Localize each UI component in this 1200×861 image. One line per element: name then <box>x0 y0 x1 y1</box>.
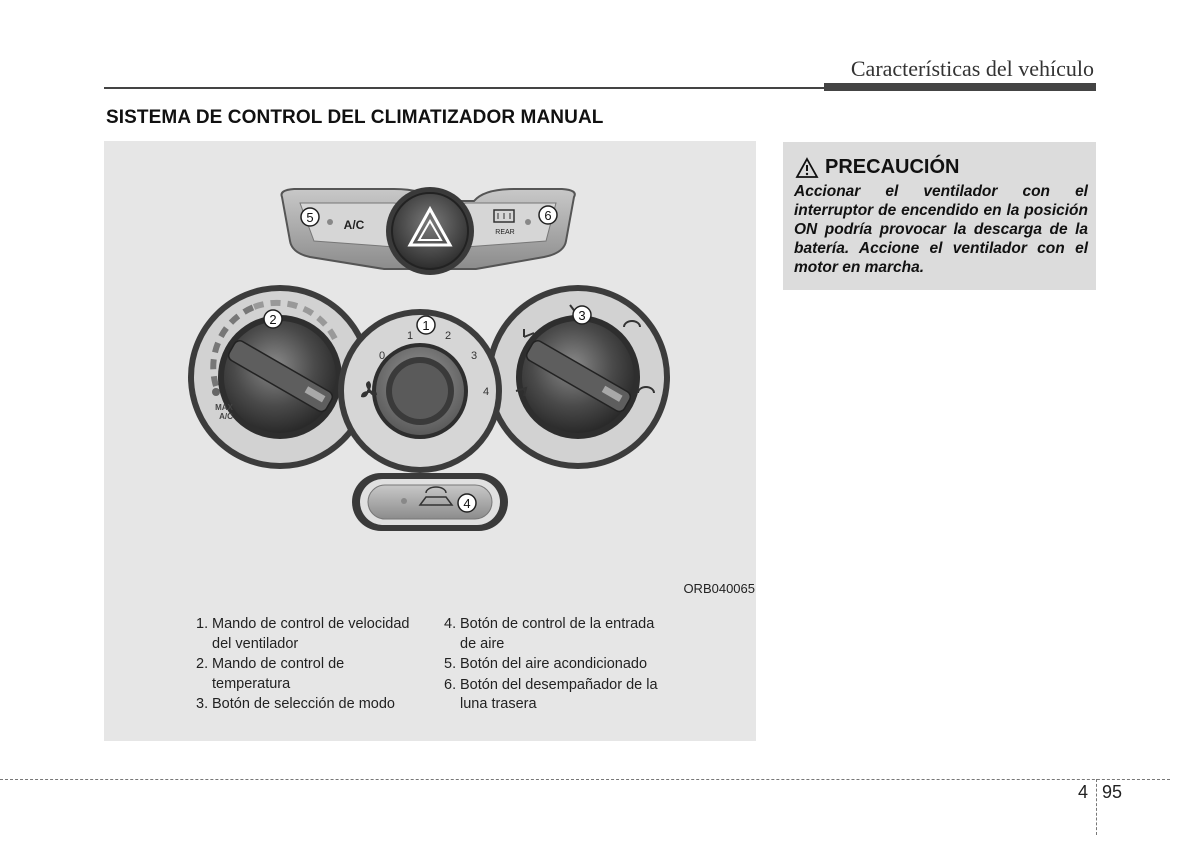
callout-1: 1 <box>422 318 430 333</box>
legend-text: Botón del desempañador de la luna trasera <box>460 676 658 712</box>
header-rule <box>104 87 824 89</box>
callout-4: 4 <box>463 496 471 511</box>
section-title: SISTEMA DE CONTROL DEL CLIMATIZADOR MANUAL <box>106 107 604 128</box>
page-number: 95 <box>1102 782 1123 802</box>
callout-5: 5 <box>306 210 314 225</box>
header-rule-accent <box>824 83 1096 91</box>
legend-number: 1. <box>196 616 209 632</box>
max-ac-label-bottom: A/C <box>219 412 233 421</box>
footer-rule <box>0 779 1170 780</box>
caution-body: Accionar el ventilador con el interruptor de encendido en la posición ON podría provocar la descarga de la batería. Accione el ventilador con el motor en marcha. <box>794 183 1088 276</box>
caution-title: PRECAUCIÓN <box>825 156 960 178</box>
footer-divider <box>1096 779 1097 835</box>
rear-label: REAR <box>495 229 515 236</box>
legend-text: Botón del aire acondicionado <box>460 656 648 672</box>
fan-speed-0: 0 <box>378 350 386 362</box>
warning-triangle-icon <box>795 157 819 179</box>
chapter-title: Características del vehículo <box>850 56 1094 81</box>
legend-item <box>196 655 417 694</box>
figure-code: ORB040065 <box>683 581 755 596</box>
legend-left <box>196 615 417 716</box>
legend-item <box>444 676 665 715</box>
fan-speed-2: 2 <box>444 330 452 342</box>
legend-item <box>196 615 417 654</box>
fan-speed-3: 3 <box>470 350 478 362</box>
legend-text: Mando de control de temperatura <box>212 656 345 692</box>
fan-speed-4: 4 <box>482 386 490 398</box>
legend-item <box>196 695 417 715</box>
callout-6: 6 <box>544 208 552 223</box>
legend-number: 6. <box>444 676 457 693</box>
chapter-number: 4 <box>1078 782 1089 802</box>
legend-item <box>444 655 665 675</box>
legend-text: Mando de control de velocidad del ventilador <box>212 616 410 652</box>
legend-number: 4. <box>444 616 457 632</box>
legend-number: 5. <box>444 656 457 672</box>
callout-3: 3 <box>578 308 586 323</box>
legend-number: 2. <box>196 656 209 672</box>
legend-text: Botón de control de la entrada de aire <box>460 616 655 652</box>
caution-header <box>795 156 959 179</box>
fan-speed-1: 1 <box>406 330 414 342</box>
ac-label: A/C <box>343 218 365 232</box>
legend-right <box>444 615 665 716</box>
callout-2: 2 <box>269 312 277 327</box>
legend-text: Botón de selección de modo <box>212 696 395 712</box>
max-ac-label-top: MAX <box>215 403 233 412</box>
legend-number: 3. <box>196 696 209 712</box>
climate-control-figure <box>104 141 756 741</box>
caution-box <box>783 142 1096 290</box>
legend-item <box>444 615 665 654</box>
